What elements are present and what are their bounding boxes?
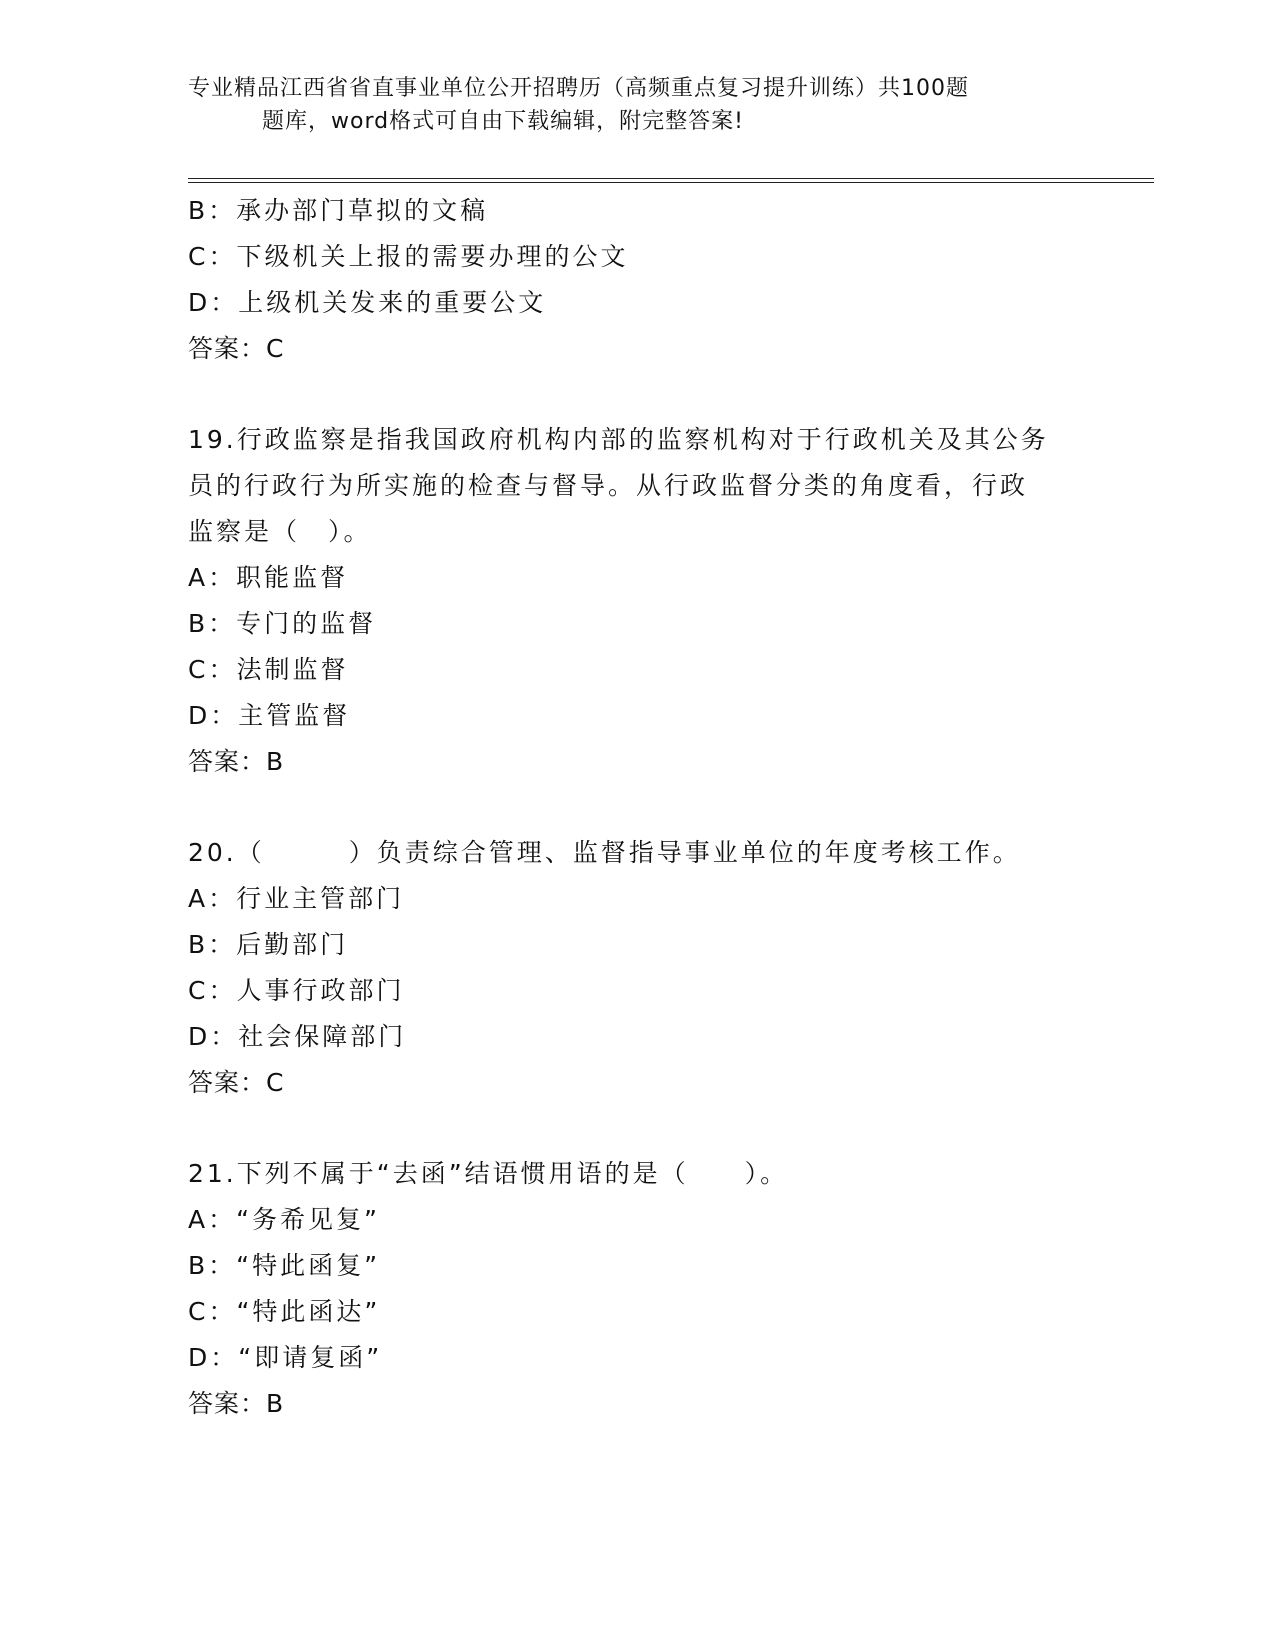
answer: 答案：B — [188, 1389, 285, 1418]
question-21 — [188, 1151, 1088, 1427]
document-body — [188, 188, 1088, 1427]
answer: 答案：B — [188, 747, 285, 776]
question-20 — [188, 830, 1088, 1106]
option-c: C：法制监督 — [188, 655, 349, 684]
question-18-tail — [188, 188, 1088, 372]
option-c: C：“特此函达” — [188, 1297, 381, 1326]
header-title-line2: 题库，word格式可自由下载编辑，附完整答案! — [262, 109, 744, 134]
header-divider-top — [188, 178, 1154, 179]
option-a: A：行业主管部门 — [188, 884, 405, 913]
question-text-line: 监察是（ ）。 — [188, 517, 372, 546]
option-d: D：“即请复函” — [188, 1343, 383, 1372]
spacer — [188, 785, 1088, 830]
option-a: A：职能监督 — [188, 563, 349, 592]
option-d: D：上级机关发来的重要公文 — [188, 288, 547, 317]
spacer — [188, 372, 1088, 417]
question-text-line: 21.下列不属于“去函”结语惯用语的是（ ）。 — [188, 1159, 789, 1188]
option-b: B：“特此函复” — [188, 1251, 381, 1280]
answer: 答案：C — [188, 1068, 285, 1097]
header-title-line1: 专业精品江西省省直事业单位公开招聘历（高频重点复习提升训练）共100题 — [188, 76, 969, 101]
option-d: D：社会保障部门 — [188, 1022, 407, 1051]
answer: 答案：C — [188, 334, 285, 363]
option-c: C：下级机关上报的需要办理的公文 — [188, 242, 629, 271]
option-a: A：“务希见复” — [188, 1205, 381, 1234]
option-d: D：主管监督 — [188, 701, 351, 730]
spacer — [188, 1106, 1088, 1151]
document-header — [188, 72, 1048, 138]
option-c: C：人事行政部门 — [188, 976, 405, 1005]
question-text-line: 员的行政行为所实施的检查与督导。从行政监督分类的角度看，行政 — [188, 471, 1029, 500]
question-text-line: 20.（ ）负责综合管理、监督指导事业单位的年度考核工作。 — [188, 838, 1021, 867]
header-divider-bottom — [188, 182, 1154, 183]
question-19 — [188, 417, 1088, 785]
option-b: B：后勤部门 — [188, 930, 349, 959]
option-b: B：承办部门草拟的文稿 — [188, 196, 489, 225]
question-text-line: 19.行政监察是指我国政府机构内部的监察机构对于行政机关及其公务 — [188, 425, 1049, 454]
option-b: B：专门的监督 — [188, 609, 377, 638]
